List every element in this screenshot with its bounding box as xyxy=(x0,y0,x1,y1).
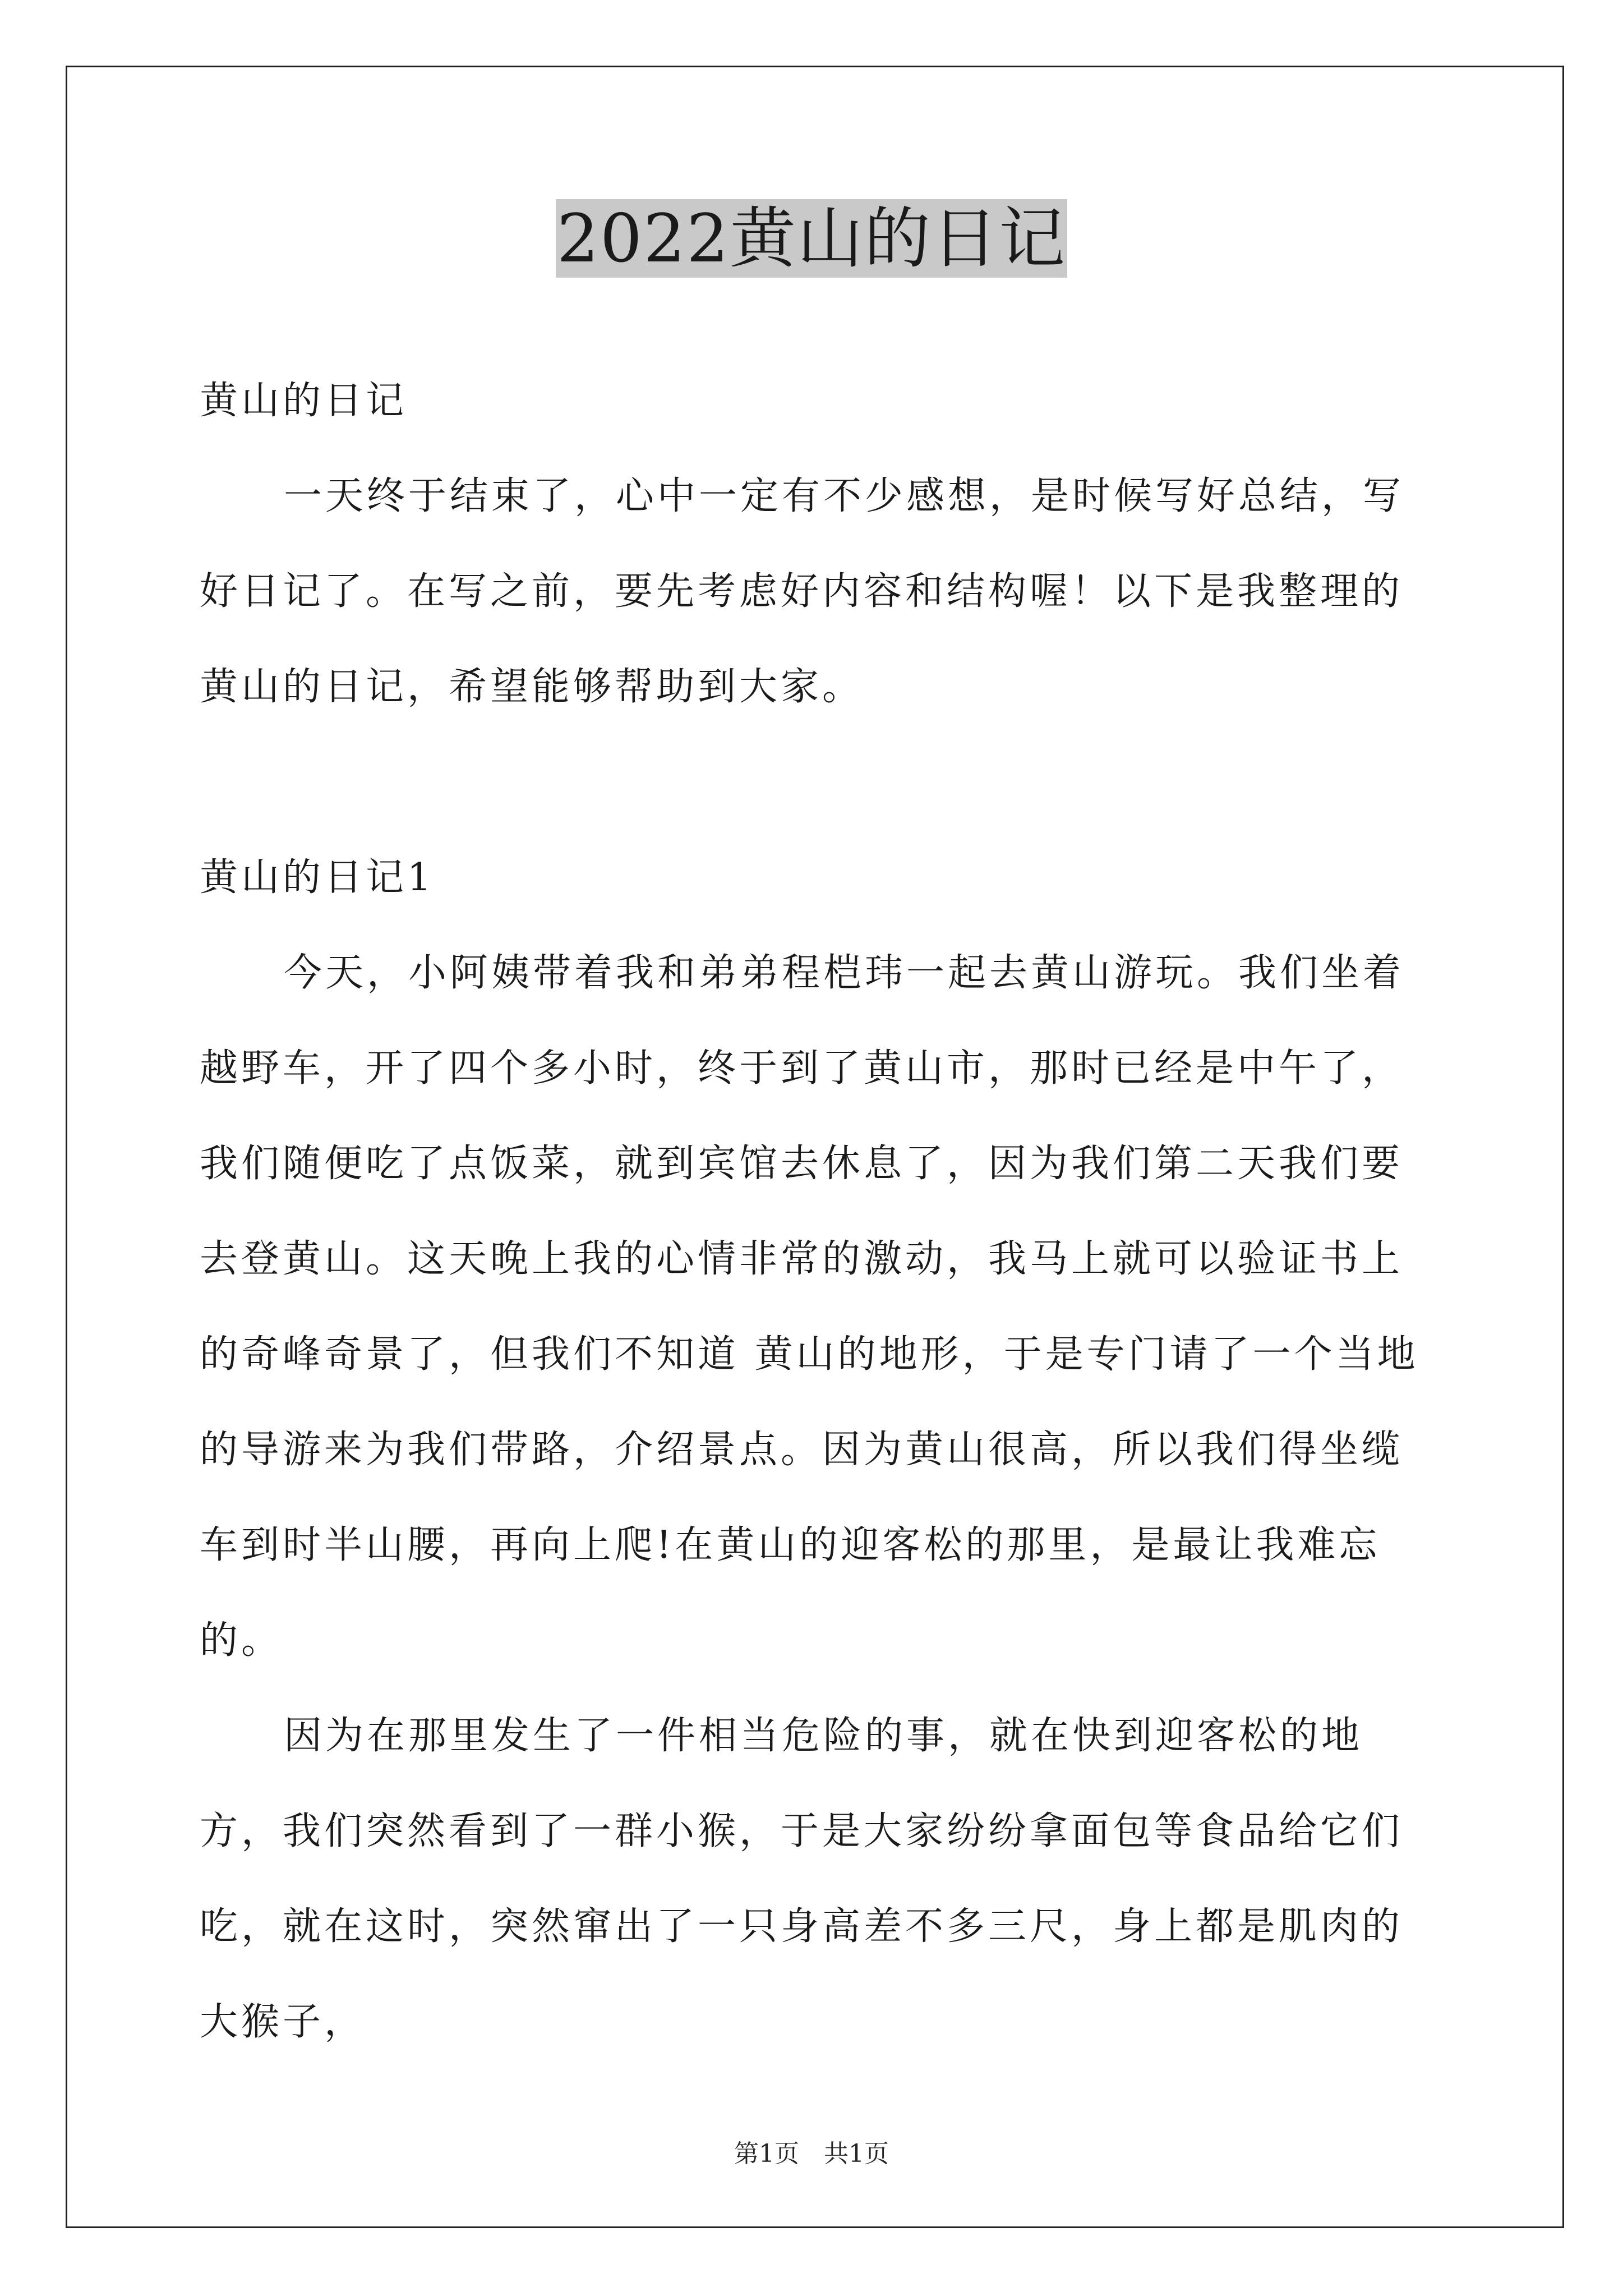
document-body xyxy=(200,353,1428,2070)
document-title: 2022黄山的日记 xyxy=(556,200,1067,277)
intro-heading: 黄山的日记 xyxy=(200,379,408,423)
section-heading-1: 黄山的日记1 xyxy=(200,855,435,900)
page-footer: 第1页 共1页 xyxy=(734,2139,889,2168)
intro-paragraph: 一天终于结束了，心中一定有不少感想，是时候写好总结，写好日记了。在写之前，要先考虑好内容和结构喔！以下是我整理的黄山的日记，希望能够帮助到大家。 xyxy=(200,474,1405,709)
paragraph-1: 今天，小阿姨带着我和弟弟程桤玮一起去黄山游玩。我们坐着越野车，开了四个多小时，终于到了黄山市，那时已经是中午了，我们随便吃了点饭菜，就到宾馆去休息了，因为我们第二天我们要去登黄山。这天晚上我的心情非常的激动，我马上就可以验证书上的奇峰奇景了，但我们不知道 黄山的地形，于是专门请了一个当地的导游来为我们带路，介绍景点。因为黄山很高，所以我们得坐缆车到时半山腰，再向上爬!在黄山的迎客松的那里，是最让我难忘的。 xyxy=(200,951,1419,1663)
section-spacer xyxy=(200,735,1428,830)
paragraph-2: 因为在那里发生了一件相当危险的事，就在快到迎客松的地方，我们突然看到了一群小猴，于是大家纷纷拿面包等食品给它们吃，就在这时，突然窜出了一只身高差不多三尺，身上都是肌肉的大猴子， xyxy=(200,1714,1404,2044)
title-container xyxy=(0,199,1623,278)
